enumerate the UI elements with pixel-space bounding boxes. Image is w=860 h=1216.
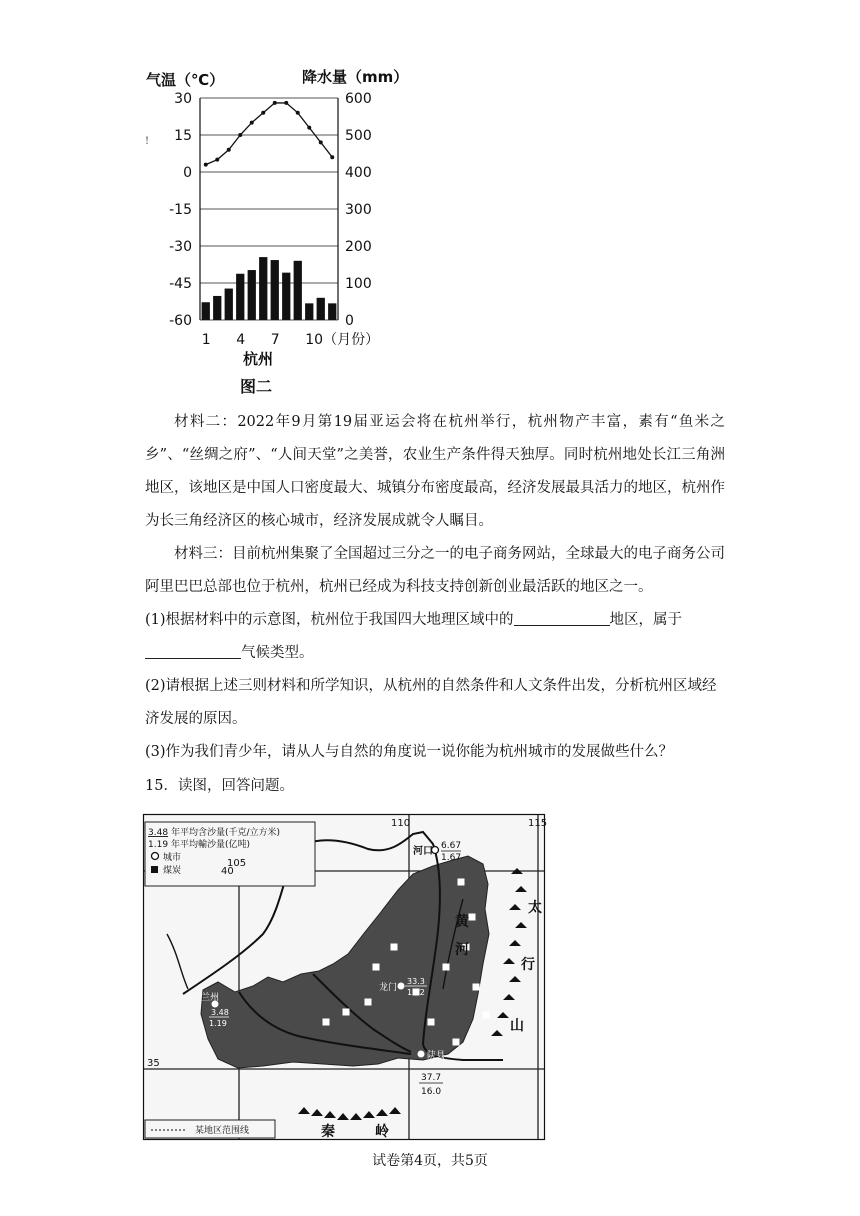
temperature-point	[273, 101, 277, 105]
precipitation-bar	[225, 289, 233, 320]
right-axis-title: 降水量（mm）	[302, 68, 409, 86]
gridlines	[200, 98, 338, 320]
temperature-point	[307, 126, 311, 130]
left-tick-label: -60	[169, 313, 192, 329]
legend-city-label: 城市	[163, 853, 182, 863]
legend-text-1: 年平均含沙量(千克/立方米)	[171, 828, 281, 838]
left-tick-label: 15	[174, 128, 192, 144]
left-tick-label: -15	[169, 202, 192, 218]
x-tick-label: 7	[270, 332, 280, 348]
left-tick-label: -45	[169, 276, 192, 292]
right-tick-label: 100	[345, 276, 372, 292]
question-1-text-c: 气候类型。	[241, 645, 314, 661]
temperature-point	[296, 111, 300, 115]
hekou-label: 河口	[413, 846, 433, 857]
left-tick-label: 30	[174, 91, 192, 107]
question-1-text-b: 地区，属于	[609, 612, 683, 628]
material-two: 材料二：2022年9月第19届亚运会将在杭州举行，杭州物产丰富，素有“鱼米之乡”、“丝绸之府”、“人间天堂”之美誉，农业生产条件得天独厚。同时杭州地处长江三角洲地区，该地区是中国人口密度最大、城镇分布密度最高，经济发展最具活力的地区，杭州作为长三角经济区的核心城市，经济发展成就令人瞩目。	[145, 414, 725, 529]
precipitation-bar	[213, 296, 221, 320]
longmen-label: 龙门	[379, 983, 398, 993]
temperature-line	[204, 101, 335, 167]
lon-105-label: 105	[227, 858, 247, 869]
left-axis-title: 气温（℃）	[146, 71, 225, 89]
page-footer: 试卷第4页，共5页	[372, 1153, 488, 1169]
yellow-river-map	[143, 814, 548, 1140]
legend-coal-label: 煤炭	[163, 866, 182, 876]
climate-chart	[140, 62, 409, 402]
right-tick-label: 600	[345, 91, 372, 107]
shanxian-label: 陕县	[427, 1051, 446, 1061]
left-tick-labels	[169, 91, 192, 329]
longmen-sediment-concentration: 33.3	[407, 977, 425, 986]
shanxian-city-icon	[418, 1051, 424, 1057]
x-tick-label: 1	[201, 332, 211, 348]
legend-coal-icon	[151, 866, 158, 873]
temperature-point	[261, 111, 265, 115]
temperature-point	[330, 155, 334, 159]
temperature-point	[250, 121, 254, 125]
precipitation-bar	[271, 260, 279, 320]
chart-city-label: 杭州	[243, 350, 274, 368]
temperature-point	[238, 133, 242, 137]
x-tick-label: 4	[236, 332, 246, 348]
precipitation-bar	[248, 270, 256, 320]
shanxian-sediment-concentration: 37.7	[421, 1073, 442, 1083]
chart-caption: 图二	[240, 377, 273, 396]
precipitation-bar	[236, 274, 244, 320]
temperature-point	[204, 163, 208, 167]
temperature-point	[319, 140, 323, 144]
question-1-text-a: (1)根据材料中的示意图，杭州位于我国四大地理区域中的	[145, 612, 514, 628]
right-tick-labels	[345, 91, 372, 329]
temperature-curve	[206, 103, 333, 165]
stray-mark: !	[145, 136, 150, 147]
hekou-sediment-load: 1.67	[441, 853, 462, 863]
longmen-sediment-load: 11.2	[407, 988, 425, 997]
longmen-city-icon	[398, 983, 404, 989]
right-tick-label: 200	[345, 239, 372, 255]
question-1	[145, 604, 725, 670]
boundary-legend-label: 某地区范围线	[195, 1126, 250, 1136]
precipitation-bar	[282, 273, 290, 320]
precipitation-bar	[305, 303, 313, 320]
lat-40-label: 40	[221, 866, 234, 877]
legend-city-icon	[152, 853, 159, 860]
lanzhou-sediment-load: 1.19	[209, 1019, 227, 1028]
temperature-point	[227, 148, 231, 152]
lon-115-label: 115	[528, 818, 548, 829]
right-tick-label: 0	[345, 313, 354, 329]
ling-label: 岭	[375, 1124, 389, 1140]
precipitation-bars	[202, 257, 337, 320]
huang-label: 黄	[455, 914, 469, 930]
precipitation-bar	[317, 298, 325, 320]
precipitation-bar	[294, 261, 302, 320]
shanxian-sediment-load: 16.0	[421, 1087, 442, 1097]
he-label: 河	[455, 942, 469, 958]
legend-value-1: 3.48	[148, 828, 169, 838]
answer-blank-2[interactable]	[145, 643, 241, 659]
answer-blank-1[interactable]	[514, 610, 610, 626]
right-tick-label: 300	[345, 202, 372, 218]
question-15: 15．读图，回答问题。	[145, 778, 294, 794]
material-three: 材料三：目前杭州集聚了全国超过三分之一的电子商务网站，全球最大的电子商务公司阿里巴巴总部也位于杭州，杭州已经成为科技支持创新创业最活跃的地区之一。	[145, 546, 725, 595]
shan-label: 山	[510, 1018, 524, 1034]
temperature-point	[215, 158, 219, 162]
tai-label: 太	[528, 900, 542, 916]
lat-35-label: 35	[147, 1058, 160, 1069]
temperature-point	[284, 101, 288, 105]
x-tick-labels	[202, 332, 379, 348]
lon-110-label: 110	[391, 818, 411, 829]
right-tick-label: 400	[345, 165, 372, 181]
right-tick-label: 500	[345, 128, 372, 144]
hekou-sediment-concentration: 6.67	[441, 841, 462, 851]
precipitation-bar	[259, 257, 267, 320]
legend-text-2: 年平均輸沙量(亿吨)	[171, 840, 251, 850]
left-tick-label: -30	[169, 239, 192, 255]
hang-label: 行	[521, 957, 535, 973]
lanzhou-sediment-concentration: 3.48	[211, 1008, 229, 1017]
lanzhou-label: 兰州	[201, 993, 220, 1003]
left-tick-label: 0	[183, 165, 192, 181]
precipitation-bar	[202, 302, 210, 320]
precipitation-bar	[328, 303, 336, 320]
question-3: (3)作为我们青少年，请从人与自然的角度说一说你能为杭州城市的发展做些什么？	[145, 744, 674, 760]
qin-label: 秦	[321, 1124, 335, 1140]
question-2: (2)请根据上述三则材料和所学知识，从杭州的自然条件和人文条件出发，分析杭州区域经济发展的原因。	[145, 678, 717, 727]
legend-value-2: 1.19	[148, 840, 169, 850]
x-tick-label: 10（月份）	[305, 332, 380, 348]
